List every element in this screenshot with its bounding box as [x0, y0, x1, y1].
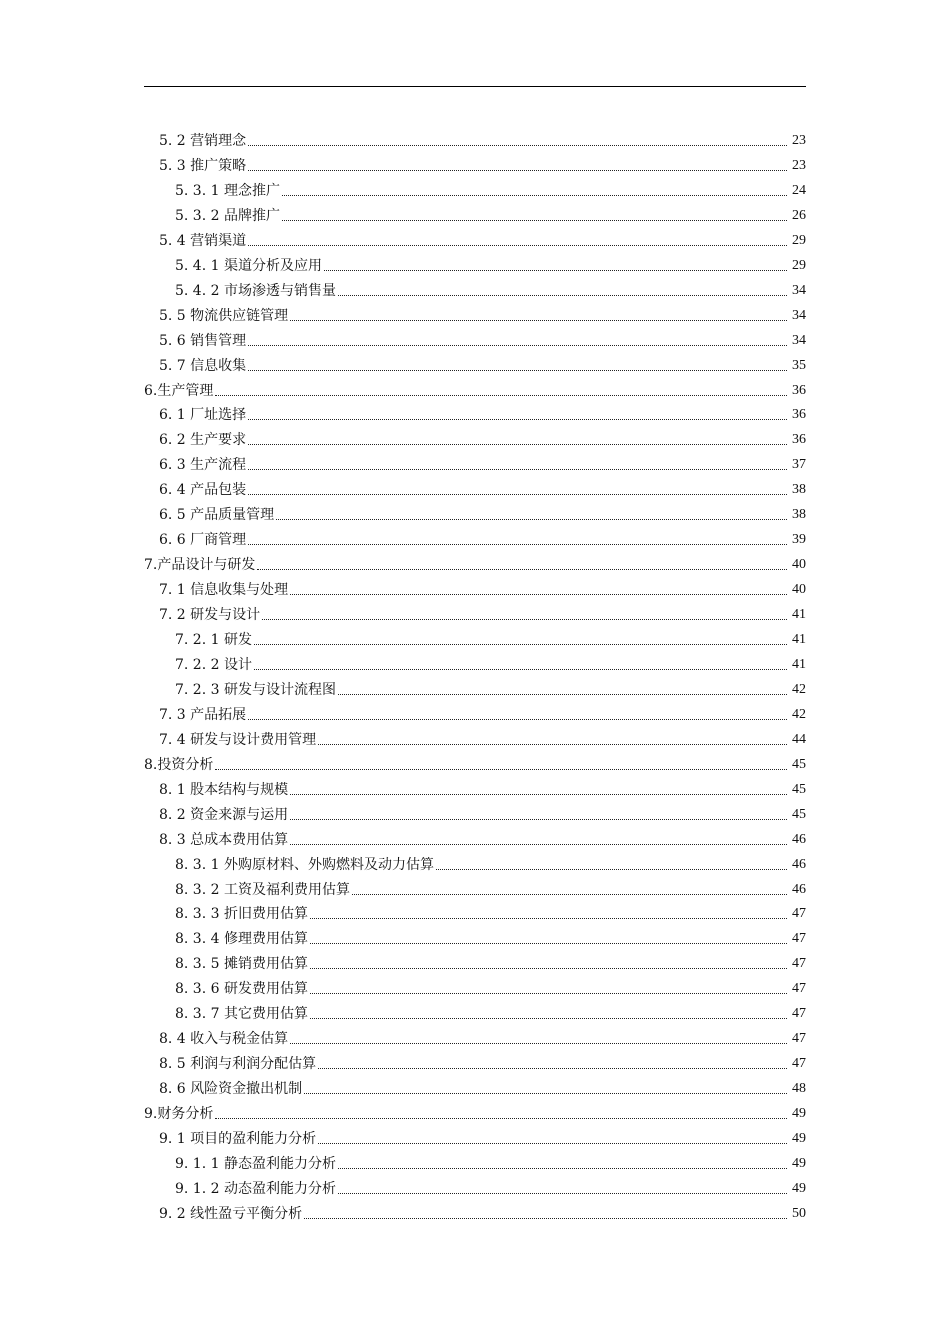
toc-entry-title: 5. 4 营销渠道	[159, 232, 247, 249]
toc-entry[interactable]	[0, 502, 806, 524]
toc-entry[interactable]	[0, 577, 806, 599]
toc-entry-page-number: 35	[792, 357, 806, 373]
toc-entry-page-number: 34	[792, 307, 806, 323]
toc-dot-leader	[338, 295, 787, 296]
toc-dot-leader	[290, 320, 787, 321]
toc-entry[interactable]	[0, 477, 806, 499]
toc-entry-title: 8. 4 收入与税金估算	[159, 1031, 289, 1048]
toc-entry[interactable]	[0, 203, 806, 225]
toc-entry[interactable]	[0, 852, 806, 874]
toc-entry-title: 5. 4. 1 渠道分析及应用	[175, 257, 322, 274]
toc-entry[interactable]	[0, 752, 806, 774]
toc-entry-title: 9.财务分析	[144, 1106, 214, 1123]
toc-entry-page-number: 36	[792, 432, 806, 448]
toc-entry-title: 6. 4 产品包装	[159, 482, 247, 499]
toc-entry-title: 7. 4 研发与设计费用管理	[159, 731, 317, 748]
toc-entry-title: 8. 3. 2 工资及福利费用估算	[175, 881, 350, 898]
toc-dot-leader	[318, 1068, 787, 1069]
toc-entry-title: 7. 3 产品拓展	[159, 706, 247, 723]
toc-entry-title: 7. 2. 1 研发	[175, 632, 252, 648]
toc-entry[interactable]	[0, 1101, 806, 1123]
toc-dot-leader	[290, 594, 787, 595]
toc-entry-title: 8. 3. 6 研发费用估算	[175, 981, 308, 998]
toc-entry-page-number: 47	[792, 1056, 806, 1072]
toc-entry-title: 7. 1 信息收集与处理	[159, 582, 289, 599]
toc-entry-page-number: 45	[792, 781, 806, 797]
toc-entry-page-number: 29	[792, 257, 806, 273]
toc-entry[interactable]	[0, 527, 806, 549]
toc-entry-title: 6. 2 生产要求	[159, 432, 247, 449]
toc-dot-leader	[324, 270, 787, 271]
toc-entry-title: 8. 6 风险资金撤出机制	[159, 1081, 303, 1098]
toc-dot-leader	[304, 1093, 787, 1094]
toc-entry-title: 6. 3 生产流程	[159, 457, 247, 474]
toc-entry-page-number: 41	[792, 656, 806, 672]
toc-entry[interactable]	[0, 1201, 806, 1223]
toc-entry-page-number: 24	[792, 182, 806, 198]
toc-dot-leader	[310, 918, 787, 919]
toc-entry-page-number: 34	[792, 282, 806, 298]
toc-entry-page-number: 23	[792, 157, 806, 173]
toc-entry[interactable]	[0, 228, 806, 250]
toc-entry[interactable]	[0, 727, 806, 749]
toc-entry-title: 6. 1 厂址选择	[159, 407, 247, 424]
toc-entry[interactable]	[0, 802, 806, 824]
toc-entry[interactable]	[0, 1076, 806, 1098]
toc-entry-page-number: 50	[792, 1205, 806, 1221]
toc-entry-title: 7. 2. 2 设计	[175, 656, 252, 673]
toc-entry[interactable]	[0, 1126, 806, 1148]
toc-entry[interactable]	[0, 452, 806, 474]
toc-entry-page-number: 38	[792, 482, 806, 498]
toc-entry-title: 8. 3 总成本费用估算	[159, 831, 289, 848]
toc-dot-leader	[257, 569, 787, 570]
toc-entry-page-number: 37	[792, 457, 806, 473]
toc-entry-title: 8.投资分析	[144, 756, 214, 773]
toc-entry[interactable]	[0, 253, 806, 275]
toc-entry-title: 5. 6 销售管理	[159, 332, 247, 349]
toc-entry-title: 7. 2 研发与设计	[159, 607, 261, 624]
toc-dot-leader	[248, 170, 787, 171]
toc-entry-page-number: 48	[792, 1081, 806, 1097]
toc-dot-leader	[436, 869, 787, 870]
toc-dot-leader	[248, 544, 787, 545]
toc-entry[interactable]	[0, 1026, 806, 1048]
toc-entry-title: 5. 4. 2 市场渗透与销售量	[175, 282, 336, 299]
toc-dot-leader	[248, 719, 787, 720]
toc-entry[interactable]	[0, 353, 806, 375]
toc-entry-page-number: 47	[792, 956, 806, 972]
toc-entry[interactable]	[0, 427, 806, 449]
toc-dot-leader	[310, 1018, 787, 1019]
toc-entry[interactable]	[0, 901, 806, 923]
toc-entry-page-number: 36	[792, 382, 806, 398]
toc-entry-page-number: 38	[792, 507, 806, 523]
toc-entry-page-number: 40	[792, 557, 806, 573]
toc-entry-title: 8. 3. 7 其它费用估算	[175, 1006, 308, 1023]
toc-entry[interactable]	[0, 1151, 806, 1173]
toc-entry[interactable]	[0, 951, 806, 973]
toc-dot-leader	[310, 993, 787, 994]
toc-dot-leader	[290, 794, 787, 795]
toc-entry-title: 5. 5 物流供应链管理	[159, 307, 289, 324]
toc-entry[interactable]	[0, 402, 806, 424]
toc-entry[interactable]	[0, 877, 806, 899]
toc-entry-page-number: 34	[792, 332, 806, 348]
toc-entry[interactable]	[0, 378, 806, 400]
toc-entry[interactable]	[0, 702, 806, 724]
toc-entry[interactable]	[0, 827, 806, 849]
toc-dot-leader	[338, 1168, 787, 1169]
toc-entry-title: 8. 3. 4 修理费用估算	[175, 931, 308, 948]
toc-entry-page-number: 36	[792, 407, 806, 423]
toc-dot-leader	[215, 395, 787, 396]
toc-entry-page-number: 47	[792, 931, 806, 947]
toc-entry[interactable]	[0, 627, 806, 649]
toc-entry-title: 5. 3. 2 品牌推广	[175, 207, 280, 224]
toc-entry[interactable]	[0, 926, 806, 948]
toc-entry-title: 8. 3. 5 摊销费用估算	[175, 956, 308, 973]
toc-dot-leader	[262, 619, 787, 620]
toc-entry-title: 7. 2. 3 研发与设计流程图	[175, 681, 336, 698]
toc-entry-page-number: 41	[792, 607, 806, 623]
toc-entry-page-number: 42	[792, 706, 806, 722]
toc-dot-leader	[338, 1193, 787, 1194]
toc-dot-leader	[310, 968, 787, 969]
toc-dot-leader	[276, 519, 787, 520]
toc-entry-page-number: 45	[792, 756, 806, 772]
toc-dot-leader	[248, 245, 787, 246]
toc-dot-leader	[290, 844, 787, 845]
toc-entry-page-number: 46	[792, 856, 806, 872]
toc-entry[interactable]	[0, 652, 806, 674]
toc-entry-page-number: 49	[792, 1131, 806, 1146]
toc-entry-page-number: 46	[792, 881, 806, 897]
toc-entry[interactable]	[0, 1001, 806, 1023]
toc-entry-page-number: 49	[792, 1106, 806, 1122]
toc-entry-title: 9. 1. 2 动态盈利能力分析	[175, 1180, 336, 1197]
toc-entry-title: 5. 3. 1 理念推广	[175, 182, 280, 199]
toc-entry[interactable]	[0, 328, 806, 350]
toc-entry[interactable]	[0, 1051, 806, 1073]
toc-entry[interactable]	[0, 777, 806, 799]
toc-entry-page-number: 47	[792, 1031, 806, 1047]
header-rule	[144, 86, 806, 87]
toc-entry-page-number: 44	[792, 731, 806, 747]
toc-entry[interactable]	[0, 552, 806, 574]
toc-entry-title: 5. 7 信息收集	[159, 357, 247, 374]
toc-entry[interactable]	[0, 278, 806, 300]
toc-dot-leader	[215, 1118, 787, 1119]
toc-dot-leader	[352, 894, 787, 895]
toc-dot-leader	[318, 744, 787, 745]
toc-dot-leader	[248, 444, 787, 445]
toc-entry[interactable]	[0, 153, 806, 175]
toc-entry[interactable]	[0, 976, 806, 998]
toc-entry[interactable]	[0, 303, 806, 325]
toc-entry-title: 9. 1. 1 静态盈利能力分析	[175, 1155, 336, 1172]
toc-dot-leader	[338, 694, 787, 695]
toc-entry-title: 6.生产管理	[144, 382, 214, 399]
toc-entry-page-number: 47	[792, 981, 806, 997]
toc-entry-title: 8. 3. 1 外购原材料、外购燃料及动力估算	[175, 856, 434, 873]
toc-dot-leader	[318, 1143, 787, 1144]
toc-dot-leader	[282, 220, 787, 221]
toc-entry-title: 6. 6 厂商管理	[159, 532, 247, 549]
toc-entry-page-number: 42	[792, 681, 806, 697]
toc-entry[interactable]	[0, 677, 806, 699]
toc-entry-title: 8. 2 资金来源与运用	[159, 806, 289, 823]
toc-entry-page-number: 29	[792, 232, 806, 248]
toc-dot-leader	[254, 644, 787, 645]
toc-dot-leader	[248, 469, 787, 470]
toc-entry-page-number: 26	[792, 207, 806, 223]
toc-entry-title: 9. 1 项目的盈利能力分析	[159, 1131, 317, 1147]
toc-dot-leader	[248, 419, 787, 420]
toc-entry-title: 8. 5 利润与利润分配估算	[159, 1056, 317, 1073]
toc-entry[interactable]	[0, 1176, 806, 1198]
toc-entry-title: 5. 3 推广策略	[159, 157, 247, 174]
toc-entry-page-number: 39	[792, 532, 806, 548]
toc-dot-leader	[304, 1218, 787, 1219]
toc-entry[interactable]	[0, 128, 806, 150]
toc-dot-leader	[215, 769, 787, 770]
toc-dot-leader	[282, 195, 787, 196]
toc-entry-page-number: 23	[792, 133, 806, 148]
toc-entry-title: 8. 1 股本结构与规模	[159, 781, 289, 798]
toc-entry-title: 8. 3. 3 折旧费用估算	[175, 906, 308, 923]
toc-entry-page-number: 47	[792, 906, 806, 922]
toc-entry[interactable]	[0, 178, 806, 200]
toc-entry-title: 7.产品设计与研发	[144, 557, 256, 574]
toc-dot-leader	[310, 943, 787, 944]
toc-entry[interactable]	[0, 602, 806, 624]
toc-dot-leader	[248, 370, 787, 371]
toc-dot-leader	[254, 669, 787, 670]
toc-dot-leader	[290, 819, 787, 820]
toc-entry-page-number: 45	[792, 806, 806, 822]
toc-dot-leader	[248, 345, 787, 346]
toc-dot-leader	[248, 494, 787, 495]
toc-entry-page-number: 40	[792, 582, 806, 598]
toc-dot-leader	[290, 1043, 787, 1044]
toc-entry-page-number: 49	[792, 1155, 806, 1171]
toc-entry-page-number: 49	[792, 1180, 806, 1196]
toc-entry-title: 9. 2 线性盈亏平衡分析	[159, 1205, 303, 1222]
toc-entry-title: 5. 2 营销理念	[159, 133, 247, 149]
toc-entry-title: 6. 5 产品质量管理	[159, 507, 275, 524]
toc-entry-page-number: 41	[792, 632, 806, 647]
toc-entry-page-number: 47	[792, 1006, 806, 1022]
toc-entry-page-number: 46	[792, 831, 806, 847]
toc-dot-leader	[248, 145, 787, 146]
